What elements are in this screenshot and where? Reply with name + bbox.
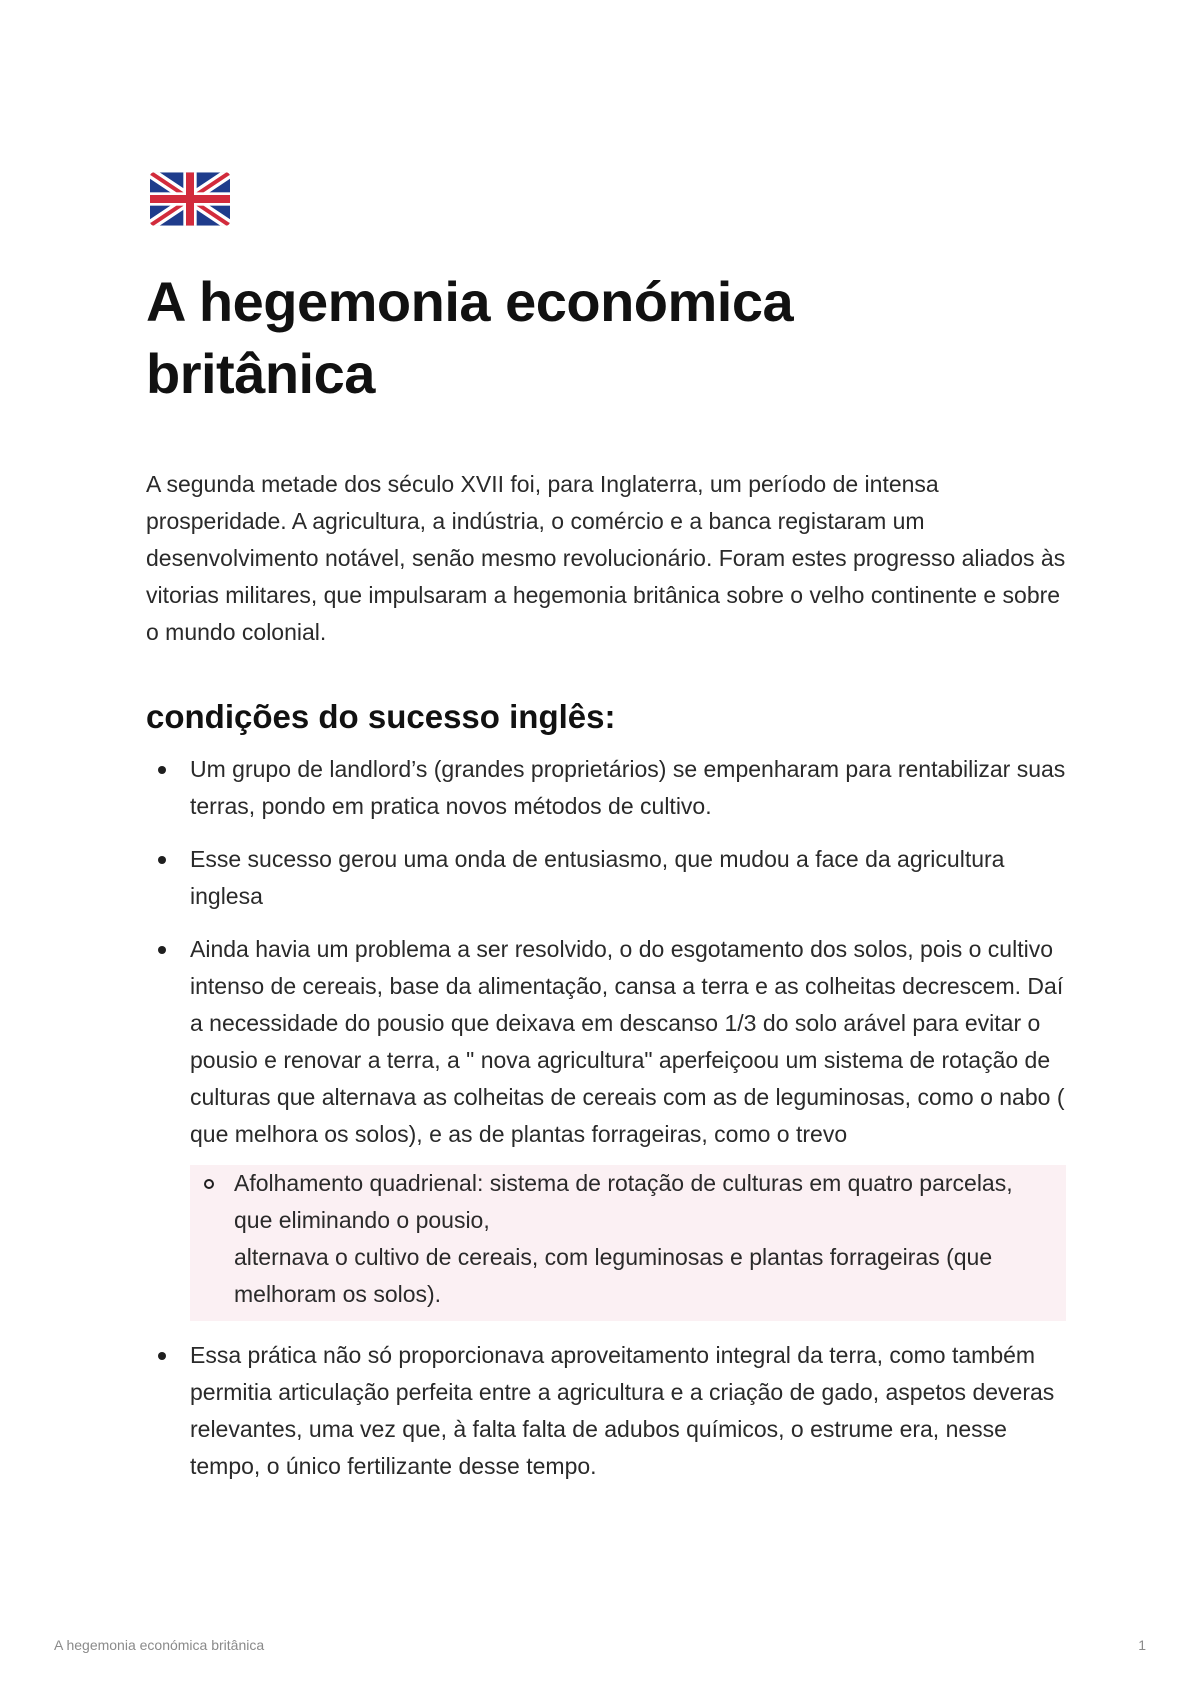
list-item [146, 841, 1066, 915]
list-item-text: Um grupo de landlord’s (grandes proprietários) se empenharam para rentabilizar suas terras, pondo em pratica novos métodos de cultivo. [190, 756, 1066, 819]
footer-title: A hegemonia económica britânica [54, 1637, 265, 1653]
list-item-text: Esse sucesso gerou uma onda de entusiasmo, que mudou a face da agricultura inglesa [190, 846, 1005, 909]
list-item-text: Ainda havia um problema a ser resolvido, o do esgotamento dos solos, pois o cultivo intenso de cereais, base da alimentação, cansa a terra e as colheitas decrescem. Daí a necessidade do pousio que deixava em descanso 1/3 do solo arável para evitar o pousio e renovar a terra, a " nova agricultura" aperfeiçoou um sistema de rotação de culturas que alternava as colheitas de cereais com as de leguminosas, como o nabo ( que melhora os solos), e as de plantas forrageiras, como o trevo [190, 936, 1065, 1147]
list-item-text: Essa prática não só proporcionava aproveitamento integral da terra, como também permitia articulação perfeita entre a agricultura e a criação de gado, aspetos deveras relevantes, uma vez que, à falta falta de adubos químicos, o estrume era, nesse tempo, o único fertilizante desse tempo. [190, 1342, 1055, 1479]
list-item [146, 931, 1066, 1321]
bullet-icon [158, 1352, 166, 1360]
page-number: 1 [1138, 1637, 1146, 1653]
document-page [146, 172, 1066, 1501]
uk-flag-icon [150, 172, 230, 226]
list-item [146, 1337, 1066, 1485]
bullet-icon [158, 766, 166, 774]
bullet-list [146, 751, 1066, 1485]
list-item [146, 751, 1066, 825]
highlighted-sub-list [190, 1165, 1066, 1321]
hollow-bullet-icon [204, 1179, 214, 1189]
page-title: A hegemonia económica britânica [146, 270, 794, 405]
sub-item-line: alternava o cultivo de cereais, com leguminosas e plantas forrageiras (que melhoram os solos). [234, 1244, 993, 1307]
bullet-icon [158, 856, 166, 864]
sub-list-item [234, 1165, 1048, 1313]
sub-item-line: Afolhamento quadrienal: sistema de rotação de culturas em quatro parcelas, que eliminando o pousio, [234, 1170, 1013, 1233]
intro-paragraph: A segunda metade dos século XVII foi, para Inglaterra, um período de intensa prosperidade. A agricultura, a indústria, o comércio e a banca registaram um desenvolvimento notável, senão mesmo revolucionário. Foram estes progresso aliados às vitorias militares, que impulsaram a hegemonia britânica sobre o velho continente e sobre o mundo colonial. [146, 471, 1066, 645]
page-footer [54, 1637, 1146, 1653]
section-heading: condições do sucesso inglês: [146, 698, 616, 735]
bullet-icon [158, 946, 166, 954]
